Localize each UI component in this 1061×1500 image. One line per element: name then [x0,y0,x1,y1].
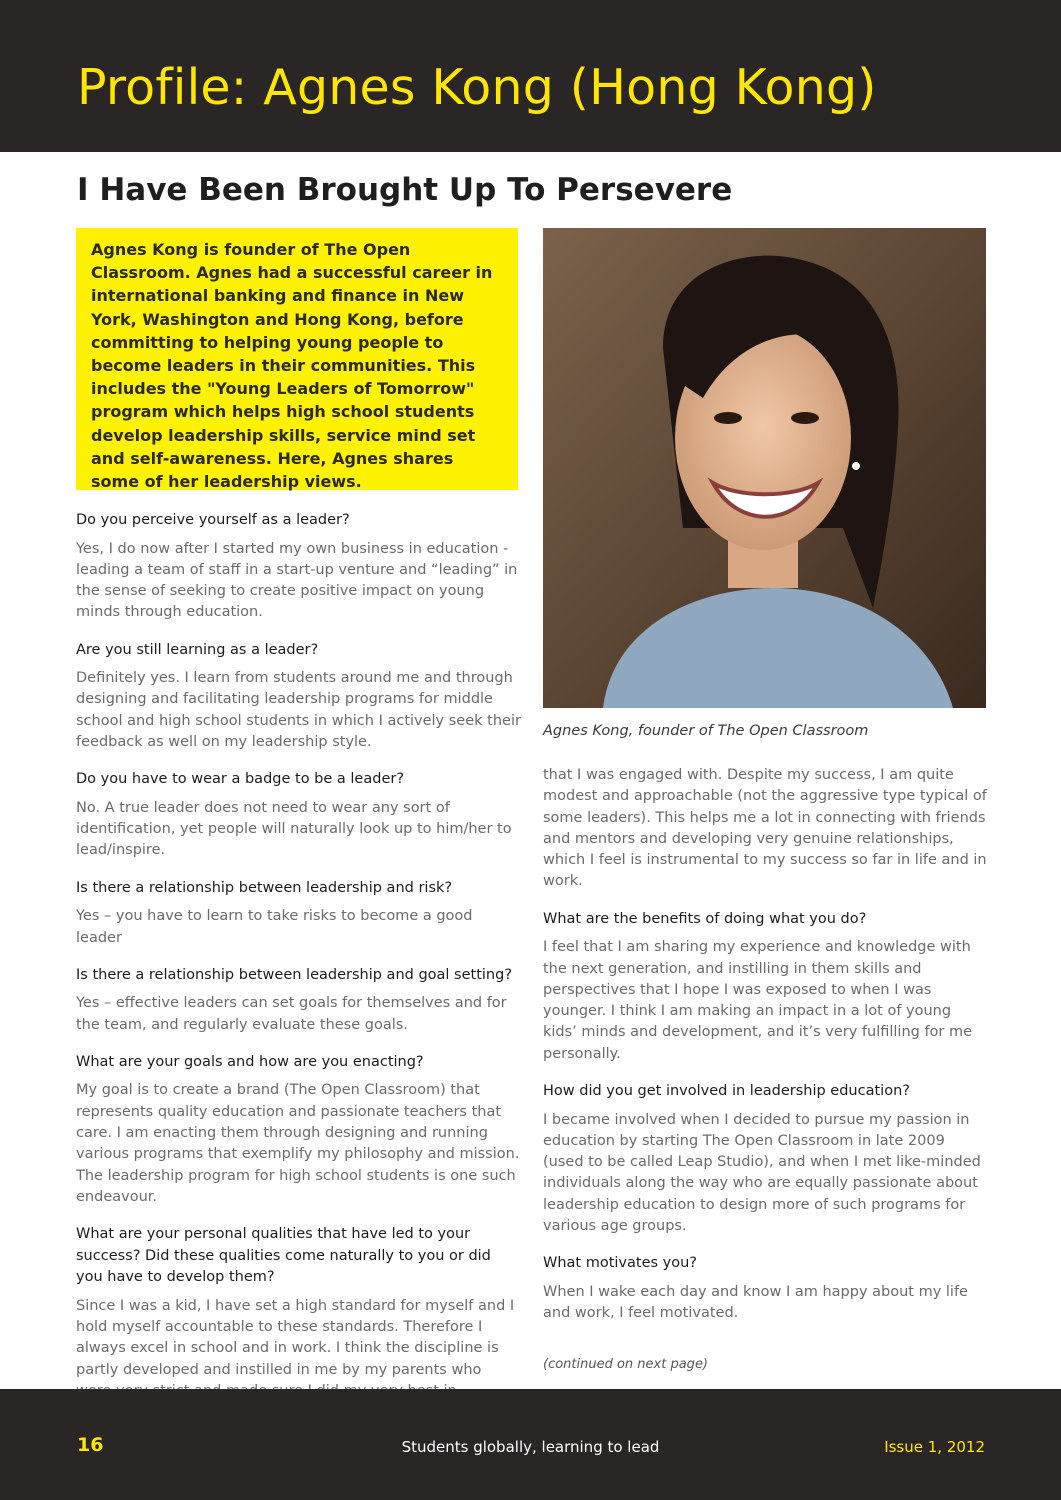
page-header [0,0,1061,152]
question: Do you perceive yourself as a leader? [76,512,350,528]
photo-caption: Agnes Kong, founder of The Open Classroom [543,723,869,739]
page-number: 16 [77,1434,104,1456]
intro-text: Agnes Kong is founder of The Open Classroom. Agnes had a successful career in international banking and finance in New York, Washington and Hong Kong, before committing to helping young people to become leaders in their communities. This includes the "Young Leaders of Tomorrow" program which helps high school students develop leadership skills, service mind set and self-awareness. Here, Agnes shares some of her leadership views. [91,240,493,492]
question: What are the benefits of doing what you do? [543,910,867,927]
question: Do you have to wear a badge to be a leader? [76,771,405,788]
page-footer [0,1389,1061,1500]
issue-label: Issue 1, 2012 [884,1438,985,1456]
answer: Yes – effective leaders can set goals for themselves and for the team, and regularly evaluate these goals. [76,995,507,1033]
question: What are your goals and how are you enacting? [76,1053,424,1070]
answer: Yes, I do now after I started my own business in education - leading a team of staff in a start-up venture and “leading” in the sense of seeking to create positive impact on young minds through education. [76,540,518,621]
article-subtitle: I Have Been Brought Up To Persevere [77,172,733,208]
question: What are your personal qualities that have led to your success? Did these qualities come naturally to you or did you have to develop them? [76,1226,491,1286]
answer: I became involved when I decided to pursue my passion in education by starting The Open Classroom in late 2009 (used to be called Leap Studio), and when I met like-minded individuals along the way who are equally passionate about leadership education to design more of such programs for various age groups. [543,1111,981,1235]
answer: Definitely yes. I learn from students around me and through designing and facilitating leadership programs for middle school and high school students in which I actively seek their feedback as well on my leadership style. [76,670,521,751]
left-column [76,510,521,1440]
footer-tagline: Students globally, learning to lead [401,1438,660,1456]
question: Is there a relationship between leadership and goal setting? [76,966,513,983]
right-column [543,765,988,1340]
answer: Since I was a kid, I have set a high standard for myself and I hold myself accountable to these standards. Therefore I always excel in school and in work. I think the discipline is partly developed and instilled in me by my parents who [76,1297,515,1378]
question: Are you still learning as a leader? [76,641,319,658]
portrait-photo [543,228,986,708]
continued-note: (continued on next page) [543,1357,709,1372]
answer: When I wake each day and know I am happy about my life and work, I feel motivated. [543,1283,968,1322]
intro-box [76,228,518,490]
question: Is there a relationship between leadership and risk? [76,879,453,896]
answer: No. A true leader does not need to wear any sort of identification, yet people will naturally look up to him/her to lead/inspire. [76,799,512,859]
answer: I feel that I am sharing my experience and knowledge with the next generation, and instilling in them skills and perspectives that I hope I was exposed to when I was younger. I think I am making an impact in a lot of young kids’ minds and development, and it’s very fulfilling for me personally. [543,939,973,1062]
page-title: Profile: Agnes Kong (Hong Kong) [77,59,877,116]
answer: My goal is to create a brand (The Open Classroom) that represents quality education and passionate teachers that care. I am enacting them through designing and running various programs that exemplify my philosophy and mission. The leadership program for high school students is one such endeavour. [76,1082,520,1205]
answer-continued: that I was engaged with. Despite my success, I am quite modest and approachable (not the aggressive type typical of some leaders). This helps me a lot in connecting with friends and mentors and developing very genuine relationships, which I feel is instrumental to my success so far in life and in work. [543,767,987,890]
question: What motivates you? [543,1255,697,1272]
question: How did you get involved in leadership education? [543,1083,910,1100]
answer: Yes – you have to learn to take risks to become a good leader [76,908,473,946]
